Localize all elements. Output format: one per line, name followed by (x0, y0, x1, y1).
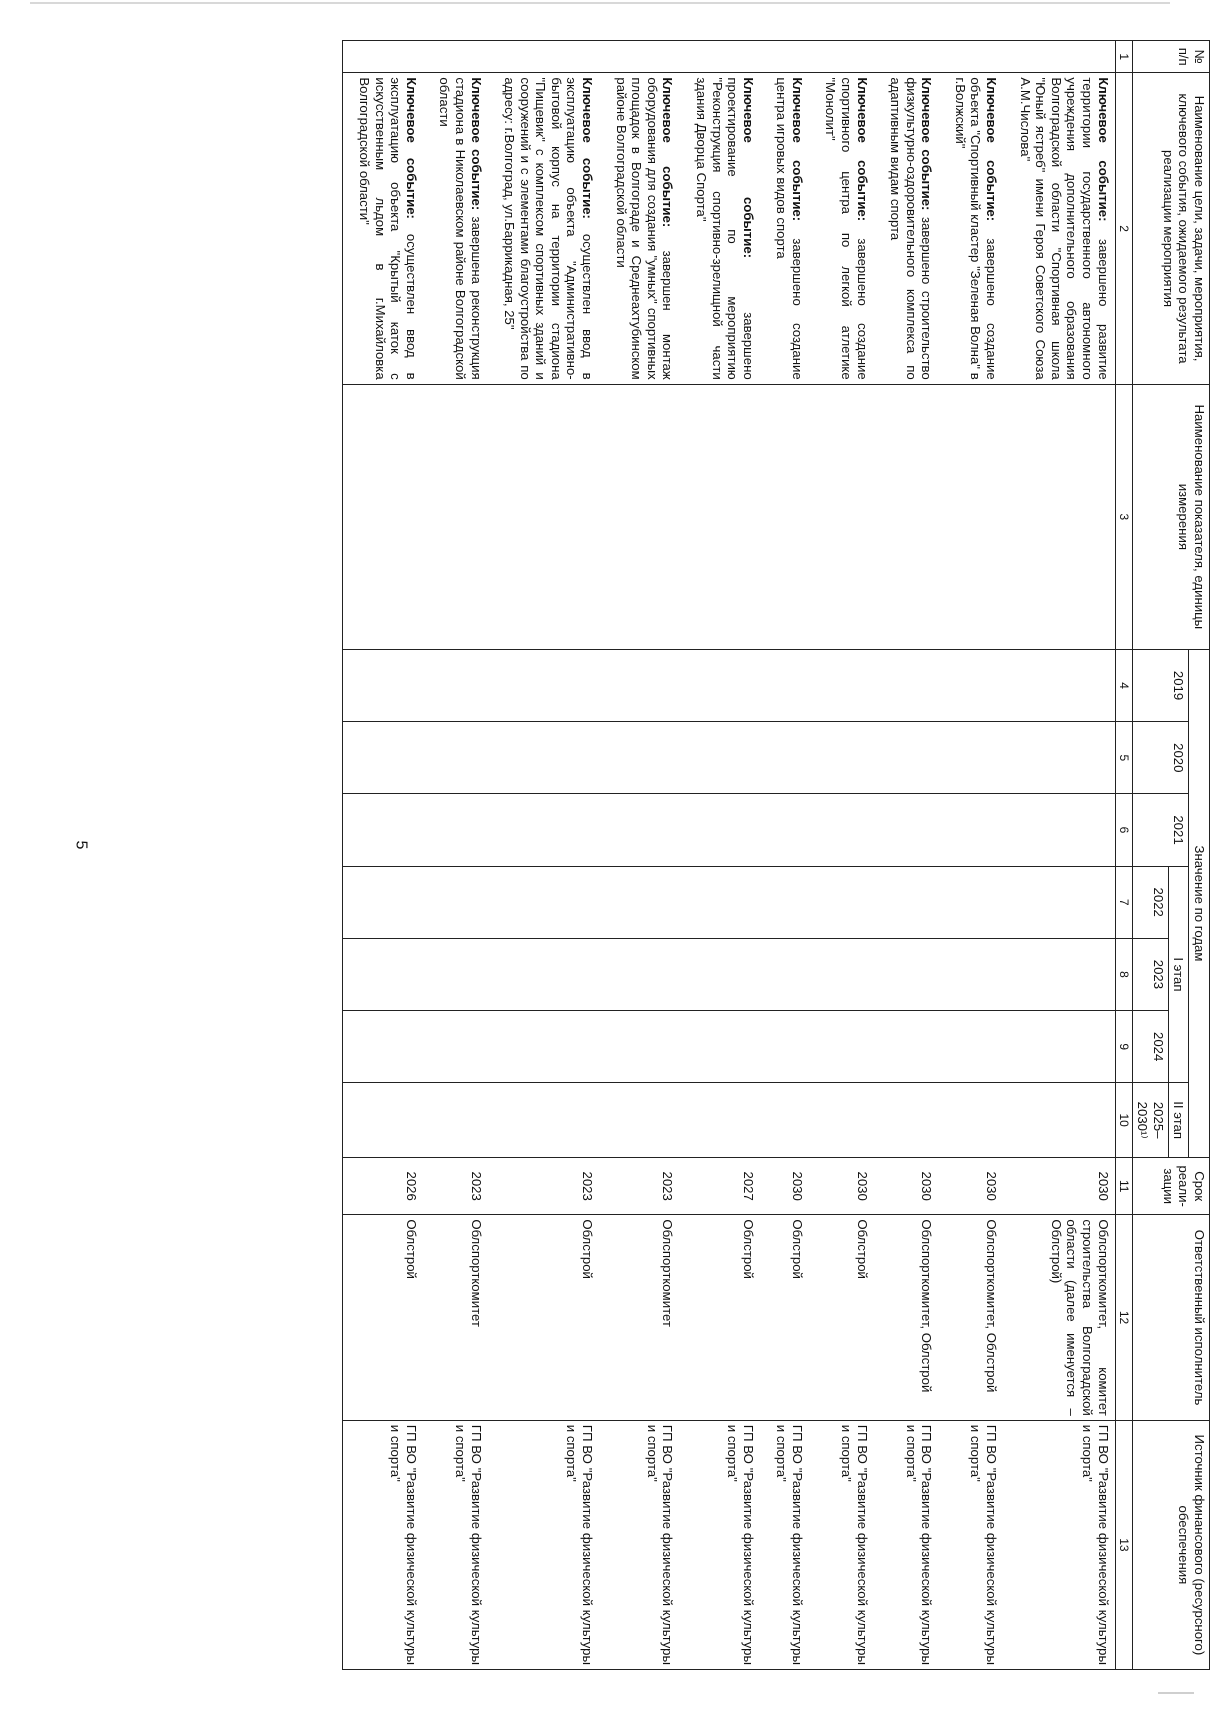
header-term: Срок реали- зации (1132, 1158, 1209, 1215)
col-number: 4 (1115, 649, 1132, 721)
year-value-cell (423, 1011, 488, 1083)
col-number: 5 (1115, 722, 1132, 794)
year-value-cell (423, 794, 488, 866)
year-value-cell (599, 866, 679, 938)
source-cell: ГП ВО "Развитие физической культуры и спорта" (1003, 1420, 1115, 1669)
source-cell: ГП ВО "Развитие физической культуры и спорта" (342, 1420, 423, 1669)
row-number (1003, 41, 1115, 73)
key-event-label: Ключевое событие: (919, 77, 935, 211)
source-cell: ГП ВО "Развитие физической культуры и спорта" (423, 1420, 488, 1669)
year-value-cell (760, 1083, 809, 1158)
indicator-cell (423, 384, 488, 649)
indicator-cell (342, 384, 423, 649)
year-value-cell (488, 938, 599, 1010)
term-cell: 2023 (599, 1158, 679, 1215)
responsible-cell: Облстрой (342, 1215, 423, 1420)
year-value-cell (679, 866, 759, 938)
year-value-cell (809, 866, 874, 938)
year-value-cell (488, 649, 599, 721)
table-row (809, 41, 874, 1670)
col-number: 6 (1115, 794, 1132, 866)
year-value-cell (679, 1083, 759, 1158)
responsible-cell: Облспорткомитет (599, 1215, 679, 1420)
header-2021: 2021 (1132, 794, 1189, 866)
key-event-cell (599, 73, 679, 384)
key-event-cell (488, 73, 599, 384)
year-value-cell (342, 1083, 423, 1158)
col-number: 3 (1115, 384, 1132, 649)
header-name: Наименование цели, задачи, мероприятия, ключевого события, ожидаемого результата реализации мероприятия (1132, 73, 1209, 384)
col-number: 9 (1115, 1011, 1132, 1083)
key-event-cell (679, 73, 759, 384)
key-event-cell (1003, 73, 1115, 384)
row-number (809, 41, 874, 73)
table-row (599, 41, 679, 1670)
indicator-cell (679, 384, 759, 649)
responsible-cell: Облстрой (488, 1215, 599, 1420)
year-value-cell (423, 649, 488, 721)
year-value-cell (1003, 866, 1115, 938)
key-event-text: завершено развитие территории государственного автономного учреждения дополнительного образования Волгоградской области "Спортивная школа "Юный ястреб" имени Героя Советского Союза А.М.Числова" (1017, 77, 1111, 380)
header-source: Источник финансового (ресурсного) обеспечения (1132, 1420, 1209, 1669)
key-event-text: осуществлен ввод в эксплуатацию объекта "Крытый каток с искусственным льдом в г.Михайловка Волгоградской области" (357, 77, 419, 380)
term-cell: 2030 (809, 1158, 874, 1215)
responsible-cell: Облстрой (760, 1215, 809, 1420)
year-value-cell (679, 794, 759, 866)
year-value-cell (679, 1011, 759, 1083)
year-value-cell (599, 794, 679, 866)
source-cell: ГП ВО "Развитие физической культуры и спорта" (760, 1420, 809, 1669)
key-event-text: завершена реконструкция стадиона в Николаевском районе Волгоградской области (437, 77, 484, 380)
year-value-cell (599, 1083, 679, 1158)
year-value-cell (938, 1011, 1003, 1083)
source-cell: ГП ВО "Развитие физической культуры и спорта" (679, 1420, 759, 1669)
header-no: № п/п (1132, 41, 1209, 73)
row-number (342, 41, 423, 73)
table-row (938, 41, 1003, 1670)
top-edge-line (30, 2, 1170, 4)
year-value-cell (342, 866, 423, 938)
year-value-cell (760, 794, 809, 866)
header-responsible: Ответственный исполнитель (1132, 1215, 1209, 1420)
year-value-cell (760, 866, 809, 938)
year-value-cell (488, 1083, 599, 1158)
year-value-cell (679, 938, 759, 1010)
key-event-label: Ключевое событие: (580, 77, 596, 219)
row-number (874, 41, 939, 73)
term-cell: 2030 (874, 1158, 939, 1215)
term-cell: 2030 (938, 1158, 1003, 1215)
column-numbers-row (1115, 41, 1132, 1670)
key-event-text: завершен монтаж оборудования для создания "умных" спортивных площадок в Волгограде и Среднеахтубинском районе Волгоградской области (613, 77, 676, 380)
key-event-label: Ключевое событие: (984, 77, 1000, 222)
responsible-cell: Облстрой (809, 1215, 874, 1420)
header-values-by-year: Значение по годам (1189, 649, 1210, 1157)
year-value-cell (874, 1083, 939, 1158)
row-number (938, 41, 1003, 73)
key-event-text: завершено создание спортивного центра по легкой атлетике "Монолит" (823, 77, 870, 380)
key-event-cell (938, 73, 1003, 384)
year-value-cell (423, 722, 488, 794)
indicator-cell (488, 384, 599, 649)
responsible-cell: Облспорткомитет, комитет строительства Волгоградской области (далее именуется – Облстрой) (1003, 1215, 1115, 1420)
year-value-cell (938, 649, 1003, 721)
year-value-cell (679, 722, 759, 794)
row-number (423, 41, 488, 73)
responsible-cell: Облспорткомитет (423, 1215, 488, 1420)
header-2020: 2020 (1132, 722, 1189, 794)
year-value-cell (423, 1083, 488, 1158)
key-event-label: Ключевое событие: (468, 77, 484, 211)
table-body (342, 41, 1115, 1670)
header-stage-2: II этап (1168, 1083, 1189, 1158)
key-event-cell (809, 73, 874, 384)
year-value-cell (874, 938, 939, 1010)
row-number (760, 41, 809, 73)
page-number: 5 (72, 840, 90, 850)
year-value-cell (342, 1011, 423, 1083)
row-number (679, 41, 759, 73)
year-value-cell (342, 722, 423, 794)
header-2019: 2019 (1132, 649, 1189, 721)
col-number: 1 (1115, 41, 1132, 73)
key-event-label: Ключевое событие: (1095, 77, 1111, 222)
year-value-cell (423, 938, 488, 1010)
table-row (874, 41, 939, 1670)
year-value-cell (488, 722, 599, 794)
term-cell: 2026 (342, 1158, 423, 1215)
year-value-cell (599, 649, 679, 721)
year-value-cell (760, 938, 809, 1010)
source-cell: ГП ВО "Развитие физической культуры и спорта" (599, 1420, 679, 1669)
year-value-cell (938, 794, 1003, 866)
source-cell: ГП ВО "Развитие физической культуры и спорта" (874, 1420, 939, 1669)
year-value-cell (874, 649, 939, 721)
key-event-cell (342, 73, 423, 384)
key-event-label: Ключевое событие: (740, 77, 756, 259)
events-table (342, 40, 1210, 1670)
row-number (488, 41, 599, 73)
year-value-cell (1003, 649, 1115, 721)
year-value-cell (1003, 938, 1115, 1010)
year-value-cell (938, 866, 1003, 938)
year-value-cell (342, 794, 423, 866)
year-value-cell (1003, 1011, 1115, 1083)
year-value-cell (599, 938, 679, 1010)
table-row (423, 41, 488, 1670)
key-event-cell (760, 73, 809, 384)
source-cell: ГП ВО "Развитие физической культуры и спорта" (488, 1420, 599, 1669)
bottom-edge-mark (1158, 1692, 1194, 1694)
year-value-cell (599, 1011, 679, 1083)
term-cell: 2023 (423, 1158, 488, 1215)
responsible-cell: Облстрой (679, 1215, 759, 1420)
key-event-text: завершено создание центра игровых видов спорта (774, 77, 805, 380)
year-value-cell (760, 649, 809, 721)
year-value-cell (809, 722, 874, 794)
key-event-text: осуществлен ввод в эксплуатацию объекта "Административно-бытовой корпус на территории стадиона "Пищевик" с комплексом спортивных зданий и сооружений и с элементами благоустройства по адресу: г.Волгоград, ул.Баррикадная, 25" (502, 77, 596, 380)
year-value-cell (342, 938, 423, 1010)
header-stage-1: I этап (1168, 866, 1189, 1083)
year-value-cell (874, 722, 939, 794)
col-number: 10 (1115, 1083, 1132, 1158)
year-value-cell (809, 649, 874, 721)
year-value-cell (488, 794, 599, 866)
table-row (1003, 41, 1115, 1670)
key-event-label: Ключевое событие: (403, 77, 419, 219)
year-value-cell (1003, 794, 1115, 866)
rotated-table-sheet (120, 40, 1210, 1670)
key-event-text: завершено строительство физкультурно-оздоровительного комплекса по адаптивным видам спорта (888, 77, 935, 380)
header-2024: 2024 (1132, 1011, 1168, 1083)
year-value-cell (938, 938, 1003, 1010)
term-cell: 2030 (760, 1158, 809, 1215)
col-number: 2 (1115, 73, 1132, 384)
key-event-cell (874, 73, 939, 384)
responsible-cell: Облспорткомитет, Облстрой (874, 1215, 939, 1420)
table-row (760, 41, 809, 1670)
indicator-cell (760, 384, 809, 649)
year-value-cell (1003, 722, 1115, 794)
year-value-cell (809, 794, 874, 866)
source-cell: ГП ВО "Развитие физической культуры и спорта" (938, 1420, 1003, 1669)
col-number: 7 (1115, 866, 1132, 938)
col-number: 13 (1115, 1420, 1132, 1669)
year-value-cell (488, 866, 599, 938)
indicator-cell (809, 384, 874, 649)
table-row (679, 41, 759, 1670)
year-value-cell (488, 1011, 599, 1083)
indicator-cell (874, 384, 939, 649)
indicator-cell (599, 384, 679, 649)
responsible-cell: Облспорткомитет, Облстрой (938, 1215, 1003, 1420)
row-number (599, 41, 679, 73)
year-value-cell (809, 1083, 874, 1158)
col-number: 11 (1115, 1158, 1132, 1215)
year-value-cell (874, 794, 939, 866)
source-cell: ГП ВО "Развитие физической культуры и спорта" (809, 1420, 874, 1669)
year-value-cell (342, 649, 423, 721)
year-value-cell (760, 722, 809, 794)
key-event-text: завершено создание объекта "Спортивный кластер "Зеленая Волна" в г.Волжский" (952, 77, 1000, 380)
key-event-label: Ключевое событие: (854, 77, 870, 222)
year-value-cell (938, 1083, 1003, 1158)
year-value-cell (874, 866, 939, 938)
term-cell: 2030 (1003, 1158, 1115, 1215)
year-value-cell (938, 722, 1003, 794)
year-value-cell (874, 1011, 939, 1083)
year-value-cell (679, 649, 759, 721)
header-2023: 2023 (1132, 938, 1168, 1010)
col-number: 12 (1115, 1215, 1132, 1420)
key-event-label: Ключевое событие: (660, 77, 676, 228)
key-event-text: завершено проектирование по мероприятию "Реконструкция спортивно-зрелищной части здания Дворца Спорта" (693, 77, 756, 380)
year-value-cell (760, 1011, 809, 1083)
year-value-cell (809, 1011, 874, 1083)
indicator-cell (1003, 384, 1115, 649)
year-value-cell (599, 722, 679, 794)
year-value-cell (423, 866, 488, 938)
key-event-label: Ключевое событие: (789, 77, 805, 222)
year-value-cell (809, 938, 874, 1010)
year-value-cell (1003, 1083, 1115, 1158)
indicator-cell (938, 384, 1003, 649)
term-cell: 2023 (488, 1158, 599, 1215)
table-row (488, 41, 599, 1670)
table-row (342, 41, 423, 1670)
key-event-cell (423, 73, 488, 384)
header-indicator: Наименование показателя, единицы измерения (1132, 384, 1209, 649)
term-cell: 2027 (679, 1158, 759, 1215)
col-number: 8 (1115, 938, 1132, 1010)
header-2022: 2022 (1132, 866, 1168, 938)
header-2025-2030: 2025–2030¹⁾ (1132, 1083, 1168, 1158)
